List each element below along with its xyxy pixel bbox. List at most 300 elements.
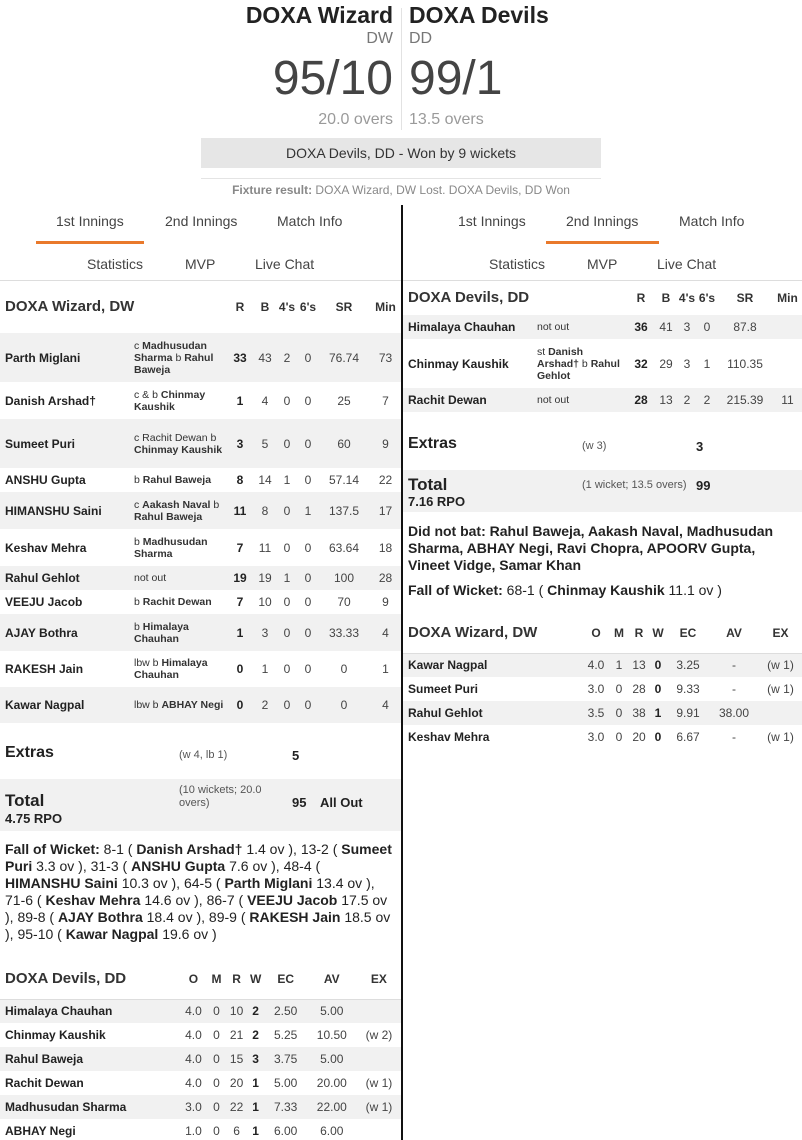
batter-name[interactable]: RAKESH Jain <box>5 662 84 676</box>
total-label: Total <box>5 791 45 810</box>
dismissal-part: lbw b <box>134 699 162 711</box>
extras-row <box>0 723 401 779</box>
bowler-extras: (w 1) <box>365 1076 393 1090</box>
batter-fours: 2 <box>677 388 697 412</box>
dismissal <box>134 590 226 614</box>
bowler-row <box>403 677 802 701</box>
bowler-economy: 9.33 <box>676 682 700 696</box>
col-overs: O <box>591 625 601 640</box>
col-runs-conceded: R <box>634 625 644 640</box>
fow-batter: Chinmay Kaushik <box>547 582 665 598</box>
bowler-maidens: 0 <box>213 1028 220 1042</box>
col-fours: 4's <box>678 291 696 305</box>
bowler-maidens: 1 <box>609 653 629 677</box>
dismissal <box>537 388 627 412</box>
total-row <box>403 470 802 512</box>
bowler-overs: 4.0 <box>583 653 609 677</box>
bowler-overs: 4.0 <box>185 1028 202 1042</box>
fow-score: 48-4 <box>283 858 312 874</box>
bowler-economy: 7.33 <box>265 1095 307 1119</box>
fow-over: 11.1 ov <box>668 582 714 598</box>
fow-over: 10.3 ov <box>121 875 168 891</box>
batter-fours: 0 <box>283 595 291 609</box>
bowler-runs: 15 <box>227 1047 247 1071</box>
fixture-result <box>201 178 601 197</box>
batter-minutes: 28 <box>370 566 401 590</box>
fow-batter: AJAY Bothra <box>57 909 143 925</box>
dismissal-part: Himalaya Chauhan <box>134 620 189 645</box>
dismissal-part: Aakash Naval <box>142 498 211 511</box>
home-team-score: 95/10 <box>272 52 393 105</box>
col-balls: B <box>661 291 671 305</box>
innings-2-panel <box>401 205 802 1140</box>
bowler-runs: 20 <box>632 730 646 744</box>
home-team-overs: 20.0 overs <box>318 111 393 128</box>
batter-row <box>0 492 401 529</box>
away-team-block <box>409 2 549 132</box>
batter-balls: 19 <box>254 566 276 590</box>
batter-minutes: 7 <box>382 393 389 408</box>
fow-score: 89-9 <box>208 909 237 925</box>
bowler-name[interactable]: Sumeet Puri <box>408 682 479 696</box>
batter-minutes: 4 <box>370 614 401 651</box>
dismissal-part: c Rachit Dewan b <box>134 431 217 444</box>
bowler-name[interactable]: ABHAY Negi <box>5 1124 76 1138</box>
bowler-name[interactable]: Rachit Dewan <box>5 1076 84 1090</box>
dismissal-part: not out <box>537 394 570 406</box>
bowler-name[interactable]: Madhusudan Sharma <box>0 1095 180 1119</box>
dismissal-part: not out <box>537 321 570 333</box>
fow-over: 1.4 ov <box>246 841 285 857</box>
batter-row <box>0 566 401 590</box>
dismissal-part: st <box>537 345 549 358</box>
dismissal-part: c <box>134 498 143 511</box>
batter-runs: 3 <box>226 419 254 468</box>
batter-minutes: 1 <box>382 662 389 676</box>
batter-minutes <box>773 339 802 388</box>
bowler-runs: 13 <box>629 653 649 677</box>
fow-score: 68-1 <box>506 582 535 598</box>
bowler-wickets: 1 <box>247 1095 265 1119</box>
dismissal-part: c & b <box>134 388 161 401</box>
dismissal-part: not out <box>134 572 167 584</box>
batter-fours: 3 <box>683 356 691 371</box>
fow-over: 18.4 ov <box>146 909 193 925</box>
col-wickets: W <box>652 625 664 640</box>
dismissal <box>134 468 226 492</box>
batter-strike-rate: 57.14 <box>328 473 360 487</box>
batter-name[interactable]: AJAY Bothra <box>0 614 134 651</box>
batter-row <box>0 651 401 687</box>
bowler-extras: (w 2) <box>365 1028 393 1042</box>
dismissal-part: Rahul Baweja <box>134 510 203 523</box>
batter-minutes: 11 <box>773 388 802 412</box>
batting-header-row <box>0 281 401 333</box>
batter-row <box>0 590 401 614</box>
away-team-score: 99/1 <box>409 52 503 105</box>
dismissal <box>134 419 226 468</box>
bowler-row <box>0 1047 401 1071</box>
tab-1st-innings[interactable]: 1st Innings <box>56 213 124 229</box>
bowler-name[interactable]: Rahul Gehlot <box>403 701 583 725</box>
col-runs: R <box>636 291 646 305</box>
col-minutes: Min <box>777 291 798 305</box>
bowler-average: - <box>732 682 736 696</box>
col-average: AV <box>323 971 340 986</box>
batter-name[interactable]: Chinmay Kaushik <box>408 356 509 371</box>
batter-runs: 28 <box>627 388 655 412</box>
batter-row <box>403 339 802 388</box>
bowler-overs: 4.0 <box>180 999 206 1023</box>
batter-name[interactable]: Parth Miglani <box>0 333 134 382</box>
fow-batter: ANSHU Gupta <box>131 858 226 874</box>
col-maidens: M <box>211 971 222 986</box>
batter-strike-rate: 76.74 <box>318 333 370 382</box>
tab-match-info[interactable]: Match Info <box>679 213 745 229</box>
bowler-extras: (w 1) <box>759 653 802 677</box>
active-tab-indicator <box>546 241 659 244</box>
batter-balls: 14 <box>258 473 272 487</box>
bowler-extras <box>357 1047 401 1071</box>
subtab-mvp[interactable]: MVP <box>185 256 216 272</box>
bowler-overs: 3.0 <box>587 682 605 696</box>
bowler-overs: 4.0 <box>180 1047 206 1071</box>
batter-minutes: 9 <box>370 419 401 468</box>
bowler-runs: 20 <box>229 1076 244 1090</box>
total-rpo: 4.75 RPO <box>5 811 63 826</box>
bowler-economy: 5.25 <box>273 1028 298 1042</box>
dismissal <box>134 333 226 382</box>
batter-strike-rate: 215.39 <box>717 388 773 412</box>
bowler-economy: 2.50 <box>265 999 307 1023</box>
batter-runs: 19 <box>226 566 254 590</box>
bowler-average: 5.00 <box>307 1047 357 1071</box>
batting-scorecard <box>0 281 401 723</box>
bowler-wickets: 0 <box>654 730 662 744</box>
fow-batter: Parth Miglani <box>224 875 313 891</box>
bowling-team-name: DOXA Wizard, DW <box>408 624 538 642</box>
batting-team-name: DOXA Wizard, DW <box>5 298 135 315</box>
total-rpo: 7.16 RPO <box>408 494 466 509</box>
bowler-economy: 6.00 <box>273 1124 298 1138</box>
batter-balls: 41 <box>655 315 677 339</box>
batter-fours: 0 <box>276 614 298 651</box>
batter-runs: 7 <box>236 540 244 555</box>
bowler-maidens: 0 <box>213 1124 220 1138</box>
batter-row <box>0 468 401 492</box>
innings-1-panel <box>0 205 401 1140</box>
bowler-name[interactable]: Himalaya Chauhan <box>0 999 180 1023</box>
fow-over: 17.5 ov <box>341 892 388 908</box>
fow-over: 3.3 ov <box>36 858 75 874</box>
fow-over: 13.4 ov <box>316 875 363 891</box>
total-status: All Out <box>320 795 363 810</box>
batter-strike-rate: 0 <box>340 662 348 676</box>
batter-fours: 3 <box>677 315 697 339</box>
total-value: 95 <box>292 795 307 810</box>
batter-name[interactable]: Danish Arshad† <box>5 393 96 408</box>
bowler-name[interactable]: Kawar Nagpal <box>403 653 583 677</box>
sub-tabs <box>403 245 802 280</box>
tab-2nd-innings[interactable]: 2nd Innings <box>566 213 639 229</box>
batter-minutes: 4 <box>370 687 401 723</box>
subtab-live-chat[interactable]: Live Chat <box>255 256 315 272</box>
bowler-overs: 1.0 <box>185 1124 202 1138</box>
bowler-average: 38.00 <box>709 701 759 725</box>
batter-strike-rate: 87.8 <box>717 315 773 339</box>
dismissal-part: Himalaya Chauhan <box>134 657 208 681</box>
subtab-live-chat[interactable]: Live Chat <box>657 256 717 272</box>
bowling-header-row <box>403 613 802 653</box>
bowler-runs: 28 <box>632 682 646 696</box>
dismissal <box>537 339 627 388</box>
batter-balls: 5 <box>254 419 276 468</box>
dismissal-part: lbw b <box>134 657 162 669</box>
fow-over: 18.5 ov <box>344 909 391 925</box>
bowler-wickets: 0 <box>654 682 662 696</box>
home-team-abbr: DW <box>366 30 393 47</box>
batter-sixes: 0 <box>304 595 312 609</box>
bowler-overs: 3.5 <box>583 701 609 725</box>
batter-balls: 43 <box>254 333 276 382</box>
fow-score: 8-1 <box>103 841 124 857</box>
col-sixes: 6's <box>299 300 317 314</box>
batting-header-row <box>403 281 802 315</box>
col-balls: B <box>260 300 270 314</box>
extras-row <box>403 412 802 470</box>
bowler-runs: 21 <box>229 1028 244 1042</box>
bowling-team-name: DOXA Devils, DD <box>5 970 127 988</box>
bowler-economy: 6.67 <box>676 730 700 744</box>
batter-name[interactable]: ANSHU Gupta <box>5 473 86 487</box>
dismissal <box>537 315 627 339</box>
bowler-average: 22.00 <box>307 1095 357 1119</box>
bowler-name[interactable]: Rahul Baweja <box>0 1047 180 1071</box>
batter-name[interactable]: VEEJU Jacob <box>5 595 83 609</box>
bowler-name[interactable]: Chinmay Kaushik <box>5 1028 106 1042</box>
subtab-mvp[interactable]: MVP <box>587 256 618 272</box>
batter-runs: 8 <box>236 473 244 487</box>
batter-balls: 1 <box>261 662 269 676</box>
batter-runs: 7 <box>236 595 244 609</box>
subtab-statistics[interactable]: Statistics <box>489 256 546 272</box>
batter-fours: 0 <box>283 393 291 408</box>
batter-minutes: 9 <box>382 595 389 609</box>
away-team-overs: 13.5 overs <box>409 111 484 128</box>
fow-batter: RAKESH Jain <box>249 909 341 925</box>
bowler-runs: 6 <box>233 1124 240 1138</box>
batting-scorecard <box>403 281 802 412</box>
bowler-economy: 9.91 <box>667 701 709 725</box>
batter-row <box>0 419 401 468</box>
bowler-economy: 3.75 <box>265 1047 307 1071</box>
batter-row <box>0 333 401 382</box>
batter-sixes: 0 <box>298 566 318 590</box>
bowler-name[interactable]: Keshav Mehra <box>408 730 490 744</box>
batter-balls: 11 <box>258 540 272 555</box>
batter-balls: 8 <box>254 492 276 529</box>
col-economy: EC <box>277 971 294 986</box>
fow-score: 13-2 <box>300 841 329 857</box>
dismissal-part: Madhusudan Sharma <box>134 535 208 560</box>
fow-batter: Danish Arshad† <box>136 841 243 857</box>
bowler-wickets: 0 <box>649 653 667 677</box>
subtab-statistics[interactable]: Statistics <box>87 256 144 272</box>
extras-value: 5 <box>292 748 300 763</box>
header-divider <box>401 8 402 130</box>
bowler-row <box>403 653 802 677</box>
fow-batter: Kawar Nagpal <box>65 926 159 942</box>
batter-sixes: 2 <box>697 388 717 412</box>
fow-over: 7.6 ov <box>229 858 268 874</box>
bowler-row <box>0 1071 401 1095</box>
batter-runs: 0 <box>236 662 244 676</box>
sub-tabs <box>0 245 401 280</box>
bowler-extras <box>357 999 401 1023</box>
batter-sixes: 1 <box>298 492 318 529</box>
batter-runs: 1 <box>226 614 254 651</box>
batter-runs: 11 <box>226 492 254 529</box>
batter-minutes: 18 <box>378 540 393 555</box>
active-tab-indicator <box>36 241 144 244</box>
batter-strike-rate: 33.33 <box>318 614 370 651</box>
batter-sixes: 0 <box>298 687 318 723</box>
batter-name[interactable]: Kawar Nagpal <box>0 687 134 723</box>
fow-score: 31-3 <box>90 858 119 874</box>
batter-strike-rate: 0 <box>318 687 370 723</box>
col-runs-conceded: R <box>232 971 241 986</box>
batter-runs: 33 <box>226 333 254 382</box>
col-wickets: W <box>249 971 262 986</box>
bowler-average: - <box>732 730 736 744</box>
batter-fours: 0 <box>276 419 298 468</box>
bowler-row <box>0 999 401 1023</box>
bowler-row <box>0 1023 401 1047</box>
batter-name[interactable]: Keshav Mehra <box>5 540 87 555</box>
bowler-maidens: 0 <box>207 1095 227 1119</box>
batter-balls: 3 <box>254 614 276 651</box>
col-fours: 4's <box>278 300 296 314</box>
fixture-result-text: DOXA Wizard, DW Lost. DOXA Devils, DD Won <box>312 183 570 197</box>
home-team-block <box>246 2 393 132</box>
batter-name[interactable]: HIMANSHU Saini <box>0 492 134 529</box>
dismissal-part: b <box>579 357 591 370</box>
batter-fours: 0 <box>283 662 291 676</box>
batter-minutes: 73 <box>370 333 401 382</box>
bowler-overs: 3.0 <box>587 730 605 744</box>
batting-team-name: DOXA Devils, DD <box>408 289 530 306</box>
dismissal <box>134 614 226 651</box>
bowler-wickets: 1 <box>252 1076 259 1090</box>
col-maidens: M <box>614 625 624 640</box>
fow-batter: Keshav Mehra <box>45 892 141 908</box>
batter-name[interactable]: Rahul Gehlot <box>0 566 134 590</box>
dismissal-part: Chinmay Kaushik <box>134 388 206 413</box>
batter-strike-rate: 70 <box>337 595 351 609</box>
away-team-abbr: DD <box>409 30 433 47</box>
dismissal <box>134 566 226 590</box>
bowling-scorecard <box>403 613 802 749</box>
col-overs: O <box>188 971 199 986</box>
bowler-maidens: 0 <box>207 999 227 1023</box>
batter-sixes: 0 <box>298 419 318 468</box>
dismissal-part: b <box>172 351 185 364</box>
batter-fours: 0 <box>276 687 298 723</box>
dismissal-part: Danish Arshad† <box>537 345 584 370</box>
fall-of-wickets-list: 68-1 ( Chinmay Kaushik 11.1 ov ) <box>506 582 722 598</box>
batter-minutes: 17 <box>370 492 401 529</box>
dismissal <box>134 492 226 529</box>
batter-fours: 1 <box>276 566 298 590</box>
batter-row <box>0 529 401 566</box>
batter-sixes: 1 <box>703 356 711 371</box>
bowler-wickets: 2 <box>247 999 265 1023</box>
bowler-wickets: 1 <box>252 1124 259 1138</box>
dismissal-part: b <box>134 620 143 633</box>
did-not-bat-label: Did not bat: <box>408 523 486 539</box>
fow-score: 86-7 <box>206 892 235 908</box>
col-strike-rate: SR <box>335 300 353 314</box>
batter-row <box>0 614 401 651</box>
batter-runs: 32 <box>634 356 648 371</box>
dismissal-part: Rahul Baweja <box>142 474 212 486</box>
tab-1st-innings[interactable]: 1st Innings <box>458 213 526 229</box>
dismissal-part: Rahul Baweja <box>134 351 214 376</box>
did-not-bat-list: Rahul Baweja, Aakash Naval, Madhusudan Sharma, ABHAY Negi, Ravi Chopra, APOORV Gupta, Vineet Vidge, Samar Khan <box>408 523 774 573</box>
dismissal <box>134 651 226 687</box>
batter-strike-rate: 137.5 <box>318 492 370 529</box>
fow-score: 71-6 <box>5 892 34 908</box>
batter-name[interactable]: Sumeet Puri <box>0 419 134 468</box>
bowler-average: - <box>709 653 759 677</box>
fow-over: 19.6 ov <box>162 926 209 942</box>
dismissal <box>134 529 226 566</box>
total-detail: (1 wicket; 13.5 overs) <box>582 479 687 491</box>
batter-sixes: 0 <box>304 662 312 676</box>
batter-strike-rate: 100 <box>318 566 370 590</box>
bowler-extras: (w 1) <box>767 730 794 744</box>
bowler-wickets: 3 <box>247 1047 265 1071</box>
dismissal-part: Rahul Gehlot <box>537 357 620 382</box>
batter-fours: 0 <box>276 492 298 529</box>
dismissal-part: b <box>134 596 143 608</box>
dismissal-part: b <box>210 498 220 511</box>
batter-strike-rate: 110.35 <box>727 356 763 371</box>
batter-row <box>0 382 401 419</box>
tab-match-info[interactable]: Match Info <box>277 213 343 229</box>
dismissal <box>134 382 226 419</box>
tab-2nd-innings[interactable]: 2nd Innings <box>165 213 238 229</box>
dismissal-part: Rachit Dewan <box>142 596 212 608</box>
batter-name[interactable]: Rachit Dewan <box>403 388 537 412</box>
batter-strike-rate: 63.64 <box>328 540 360 555</box>
batter-sixes: 0 <box>304 473 312 487</box>
batter-fours: 2 <box>276 333 298 382</box>
batter-fours: 1 <box>283 473 291 487</box>
col-minutes: Min <box>375 300 396 314</box>
bowler-row <box>0 1095 401 1119</box>
fixture-result-label: Fixture result: <box>232 183 313 197</box>
bowler-overs: 4.0 <box>185 1076 202 1090</box>
fow-over: 14.6 ov <box>144 892 191 908</box>
batter-balls: 2 <box>254 687 276 723</box>
bowler-wickets: 2 <box>252 1028 259 1042</box>
batter-runs: 1 <box>236 393 244 408</box>
bowler-maidens: 0 <box>615 682 623 696</box>
bowler-extras <box>357 1119 401 1140</box>
batter-name[interactable]: Himalaya Chauhan <box>403 315 537 339</box>
bowler-overs: 3.0 <box>180 1095 206 1119</box>
